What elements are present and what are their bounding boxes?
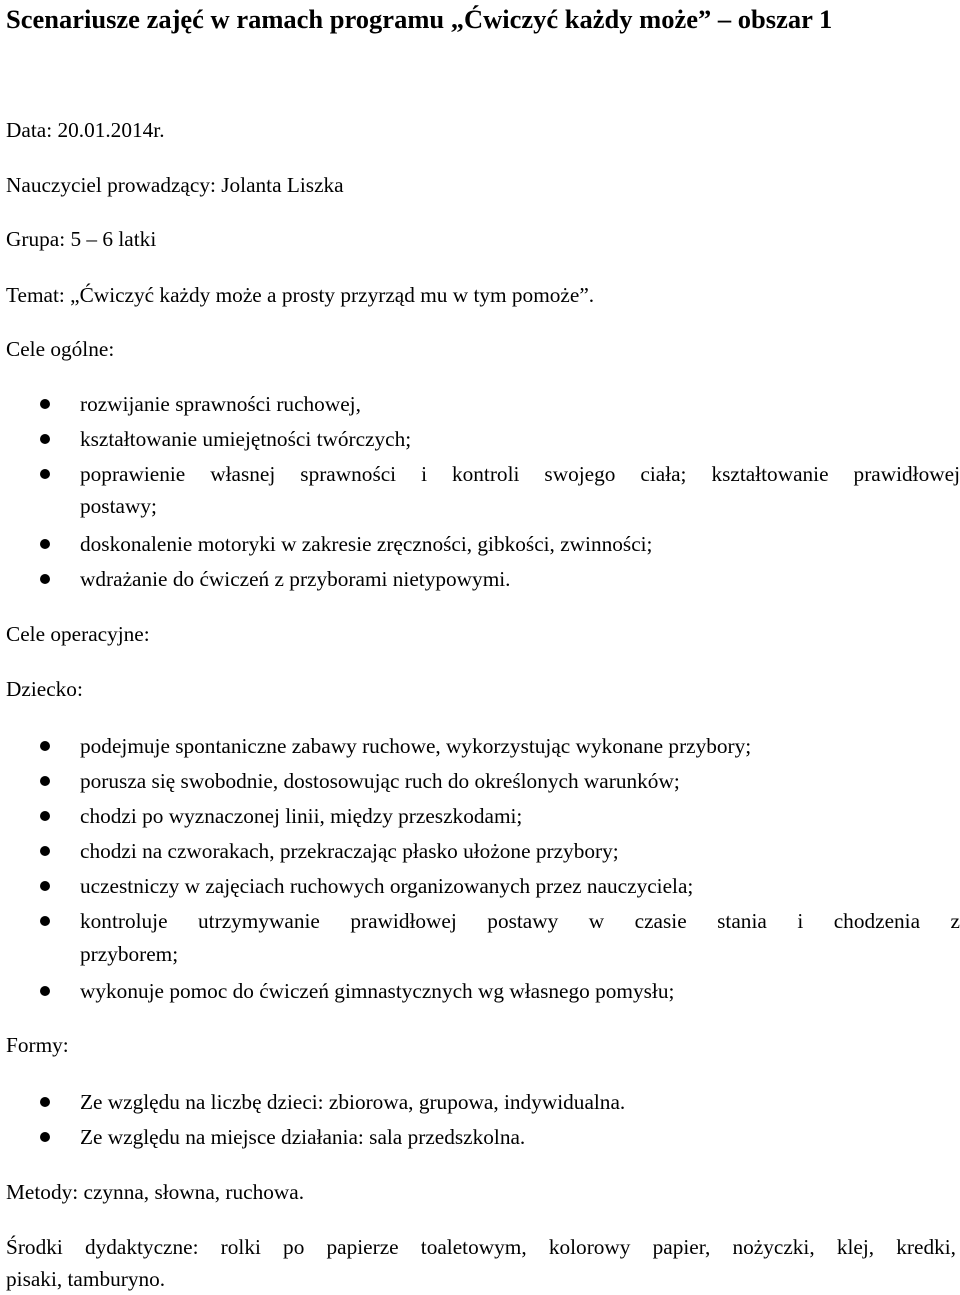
operational-goal-item-continuation: przyborem; <box>80 942 179 966</box>
operational-goal-item: kontroluje utrzymywanie prawidłowej postawy w czasie stania i chodzenia z <box>80 909 960 933</box>
bullet-icon <box>40 539 50 549</box>
general-goal-item: wdrażanie do ćwiczeń z przyborami nietypowymi. <box>80 567 511 591</box>
child-subheading: Dziecko: <box>6 677 83 701</box>
teacher-line: Nauczyciel prowadzący: Jolanta Liszka <box>6 173 344 197</box>
general-goal-item: doskonalenie motoryki w zakresie zręczności, gibkości, zwinności; <box>80 532 653 556</box>
form-item: Ze względu na miejsce działania: sala przedszkolna. <box>80 1125 526 1149</box>
bullet-icon <box>40 846 50 856</box>
bullet-icon <box>40 741 50 751</box>
forms-heading: Formy: <box>6 1033 69 1057</box>
general-goal-item: poprawienie własnej sprawności i kontroli swojego ciała; kształtowanie prawidłowej <box>80 462 960 486</box>
operational-goal-item: wykonuje pomoc do ćwiczeń gimnastycznych wg własnego pomysłu; <box>80 979 675 1003</box>
operational-goals-heading: Cele operacyjne: <box>6 622 150 646</box>
methods-line: Metody: czynna, słowna, ruchowa. <box>6 1180 305 1204</box>
bullet-icon <box>40 434 50 444</box>
bullet-icon <box>40 1097 50 1107</box>
general-goal-item: rozwijanie sprawności ruchowej, <box>80 392 361 416</box>
teaching-aids-line-continuation: pisaki, tamburyno. <box>6 1267 166 1291</box>
operational-goal-item: chodzi po wyznaczonej linii, między przeszkodami; <box>80 804 523 828</box>
bullet-icon <box>40 986 50 996</box>
bullet-icon <box>40 399 50 409</box>
group-line: Grupa: 5 – 6 latki <box>6 227 157 251</box>
teaching-aids-line: Środki dydaktyczne: rolki po papierze toaletowym, kolorowy papier, nożyczki, klej, kredki, <box>6 1235 956 1259</box>
bullet-icon <box>40 469 50 479</box>
bullet-icon <box>40 574 50 584</box>
general-goal-item-continuation: postawy; <box>80 494 157 518</box>
form-item: Ze względu na liczbę dzieci: zbiorowa, grupowa, indywidualna. <box>80 1090 626 1114</box>
general-goals-heading: Cele ogólne: <box>6 337 115 361</box>
operational-goal-item: porusza się swobodnie, dostosowując ruch do określonych warunków; <box>80 769 680 793</box>
date-line: Data: 20.01.2014r. <box>6 118 165 142</box>
bullet-icon <box>40 776 50 786</box>
topic-line: Temat: „Ćwiczyć każdy może a prosty przyrząd mu w tym pomoże”. <box>6 283 595 307</box>
bullet-icon <box>40 881 50 891</box>
operational-goal-item: uczestniczy w zajęciach ruchowych organizowanych przez nauczyciela; <box>80 874 694 898</box>
bullet-icon <box>40 811 50 821</box>
operational-goal-item: podejmuje spontaniczne zabawy ruchowe, wykorzystując wykonane przybory; <box>80 734 752 758</box>
general-goal-item: kształtowanie umiejętności twórczych; <box>80 427 412 451</box>
bullet-icon <box>40 916 50 926</box>
document-title: Scenariusze zajęć w ramach programu „Ćwiczyć każdy może” – obszar 1 <box>6 4 833 34</box>
operational-goal-item: chodzi na czworakach, przekraczając płasko ułożone przybory; <box>80 839 619 863</box>
bullet-icon <box>40 1132 50 1142</box>
